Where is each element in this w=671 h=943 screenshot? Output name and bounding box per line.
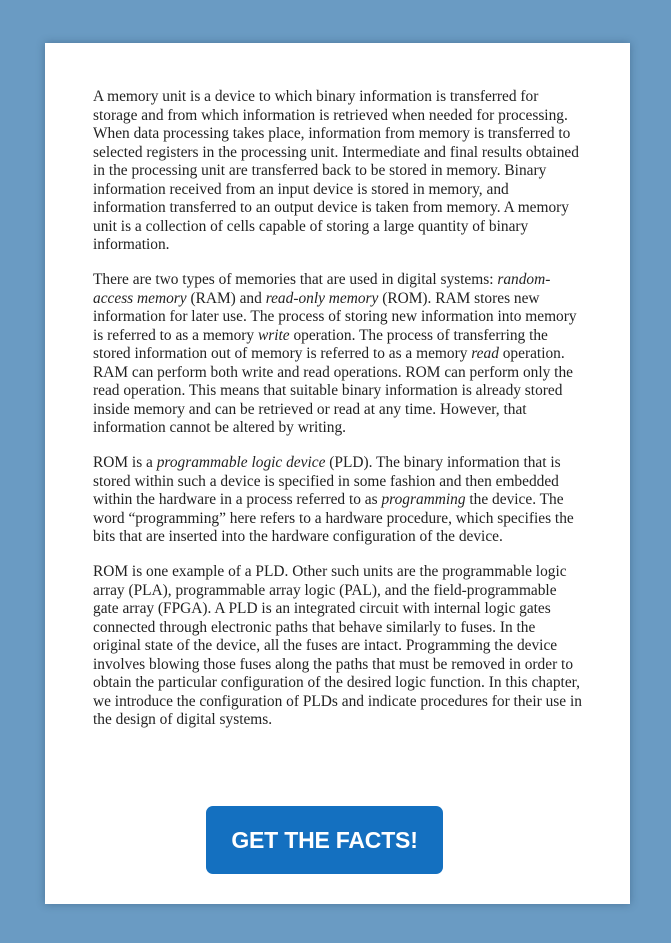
paragraph-rom-pld: [93, 454, 585, 547]
paragraph-memory-types: [93, 271, 585, 438]
text-run: ROM is a: [93, 454, 157, 471]
term-read: read: [471, 345, 499, 362]
text-run: operation. The process of transferring the stored information out of memory is referred to as a memory: [93, 326, 548, 362]
term-random-access-memory: random-access memory: [93, 271, 551, 307]
text-run: There are two types of memories that are used in digital systems:: [93, 271, 498, 288]
get-the-facts-button[interactable]: GET THE FACTS!: [206, 806, 443, 874]
text-run: (PLD). The binary information that is stored within such a device is specified in some fashion and then embedded within the hardware in a process referred to as: [93, 454, 561, 508]
term-read-only-memory: read-only memory: [265, 289, 379, 307]
paragraph-memory-unit: [93, 88, 585, 255]
text-run: the device. The word “programming” here refers to a hardware procedure, which specifies the bits that are inserted into the hardware configuration of the device.: [93, 491, 574, 545]
text-run: operation. RAM can perform both write and read operations. ROM can perform only the read operation. This means that suitable binary information is already stored inside memory and can be retrieved or read at any time. However, that information cannot be altered by writing.: [93, 345, 573, 436]
term-programming: programming: [381, 491, 466, 508]
paragraph-pld-types: [93, 563, 585, 730]
article-card: [45, 43, 630, 904]
text-run: (ROM). RAM stores new information for later use. The process of storing new information into memory is referred to as a memory: [93, 289, 577, 344]
text-run: ROM is one example of a PLD. Other such units are the programmable logic array (PLA), programmable array logic (PAL), and the field-programmable gate array (FPGA). A PLD is an integrated circuit with internal logic gates connected through electronic paths that behave similarly to fuses. In the original state of the device, all the fuses are intact. Programming the device involves blowing those fuses along the paths that must be removed in order to obtain the particular configuration of the desired logic function. In this chapter, we introduce the configuration of PLDs and indicate procedures for their use in the design of digital systems.: [93, 563, 582, 728]
text-run: A memory unit is a device to which binary information is transferred for storage and from which information is retrieved when needed for processing. When data processing takes place, information from memory is transferred to selected registers in the processing unit. Intermediate and final results obtained in the processing unit are transferred back to be stored in memory. Binary information received from an input device is stored in memory, and information transferred to an output device is taken from memory. A memory unit is a collection of cells capable of storing a large quantity of binary information.: [93, 88, 579, 253]
term-programmable-logic-device: programmable logic device: [156, 454, 326, 471]
term-write: write: [257, 326, 290, 344]
text-run: (RAM) and: [186, 289, 266, 307]
article-body: [93, 88, 585, 746]
